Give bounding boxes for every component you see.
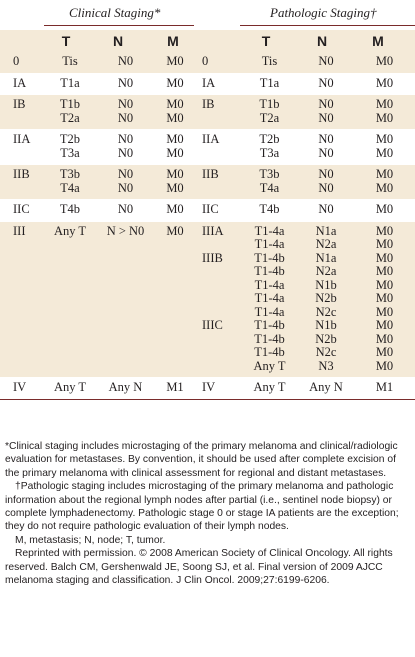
clinical-m-value: M0 xyxy=(166,167,184,181)
clinical-t-value-cell xyxy=(41,200,99,222)
pathologic-m-value: M0 xyxy=(375,97,394,111)
pathologic-t-value: Tis xyxy=(261,54,278,68)
stage-row xyxy=(0,200,415,222)
clinical-n-value-cell xyxy=(99,130,152,165)
clinical-footnote: *Clinical staging includes microstaging of the primary melanoma and clinical/radiologic evaluation for metastases. By convention, it should be used after complete excision of the primary melanoma with clinical assessment for regional and distant metastases. xyxy=(5,441,398,479)
pathologic-stage-cell xyxy=(198,165,241,200)
pathologic-m-value: M0 xyxy=(375,277,394,292)
pathologic-n-value: N0 xyxy=(318,145,334,160)
clinical-m-value: M0 xyxy=(166,110,184,125)
pathologic-t-value: T1-4b xyxy=(254,345,285,359)
pathologic-n-value: N2b xyxy=(315,331,337,346)
pathologic-m-value: M0 xyxy=(375,54,394,68)
pathologic-stage-cell xyxy=(198,52,241,73)
pathologic-stage xyxy=(202,265,241,279)
clinical-stage: 0 xyxy=(0,52,41,73)
pathologic-stage-cell xyxy=(198,130,241,165)
pathologic-staging-title: Pathologic Staging† xyxy=(270,5,377,20)
clinical-m-value-cell xyxy=(152,200,198,222)
pathologic-t-value-cell xyxy=(241,52,298,73)
pathologic-m-value-cell xyxy=(354,130,415,165)
staging-table xyxy=(0,52,415,400)
clinical-stage: IA xyxy=(0,73,41,95)
clinical-stage: IIB xyxy=(0,165,41,200)
pathologic-n-value-cell xyxy=(298,221,354,378)
clinical-m-value: M0 xyxy=(166,54,184,68)
pathologic-col-m: M xyxy=(372,33,384,49)
pathologic-m-value-cell xyxy=(354,95,415,130)
pathologic-m-value-cell xyxy=(354,200,415,222)
pathologic-m-value: M0 xyxy=(375,110,394,125)
pathologic-m-value: M1 xyxy=(375,380,394,394)
pathologic-m-value: M0 xyxy=(375,304,394,319)
clinical-n-value-cell xyxy=(99,221,152,378)
pathologic-stage: IB xyxy=(202,97,215,111)
pathologic-stage xyxy=(202,292,241,306)
pathologic-t-value: T1-4a xyxy=(254,304,285,319)
pathologic-t-value: T2a xyxy=(259,110,280,125)
pathologic-n-value: N2a xyxy=(315,264,337,278)
pathologic-t-value: T1-4a xyxy=(254,277,285,292)
clinical-t-value: Any T xyxy=(53,223,87,238)
pathologic-n-value: N1a xyxy=(315,250,337,265)
clinical-t-value-cell xyxy=(41,378,99,400)
pathologic-n-value: N0 xyxy=(318,97,334,111)
clinical-m-value: M0 xyxy=(166,75,184,90)
pathologic-footnote: †Pathologic staging includes microstaging of the primary melanoma and pathologic information about the regional lymph nodes after partial (i.e., sentinel node biopsy) or complete lymphadenectomy. Pathologic stage 0 or stage IA patients are the exception; they do not require pathologic evaluation of their lymph nodes. xyxy=(5,481,399,533)
pathologic-stage: IIB xyxy=(202,167,219,181)
clinical-m-value: M0 xyxy=(166,223,184,238)
pathologic-m-value: M0 xyxy=(375,291,394,305)
pathologic-n-value-cell xyxy=(298,95,354,130)
clinical-t-value: Tis xyxy=(62,54,78,68)
clinical-t-value-cell xyxy=(41,73,99,95)
clinical-n-value: N0 xyxy=(117,132,134,146)
clinical-n-value-cell xyxy=(99,95,152,130)
clinical-n-value: N0 xyxy=(117,180,134,195)
pathologic-m-value: M0 xyxy=(375,167,394,181)
pathologic-t-value: T1a xyxy=(259,75,280,90)
pathologic-stage: IV xyxy=(202,380,216,394)
pathologic-m-value: M0 xyxy=(375,345,394,359)
pathologic-stage-cell xyxy=(198,221,241,378)
pathologic-n-value: N1a xyxy=(315,223,337,238)
pathologic-m-value-cell xyxy=(354,221,415,378)
pathologic-n-value-cell xyxy=(298,52,354,73)
pathologic-stage: IIIA xyxy=(202,223,224,238)
pathologic-stage xyxy=(202,306,241,320)
pathologic-stage-cell xyxy=(198,73,241,95)
clinical-m-value-cell xyxy=(152,52,198,73)
pathologic-t-value-cell xyxy=(241,221,298,378)
pathologic-col-t: T xyxy=(261,33,271,49)
pathologic-stage: IIIC xyxy=(202,318,223,332)
pathologic-stage: 0 xyxy=(202,54,209,68)
pathologic-n-value-cell xyxy=(298,200,354,222)
pathologic-n-value: N3 xyxy=(318,358,334,373)
clinical-m-value: M1 xyxy=(166,380,184,394)
clinical-staging-title: Clinical Staging* xyxy=(69,5,161,20)
pathologic-t-value: T3b xyxy=(259,167,280,181)
clinical-stage: IV xyxy=(0,378,41,400)
pathologic-stage: IA xyxy=(202,75,216,90)
clinical-stage: IB xyxy=(0,95,41,130)
pathologic-n-value: N2c xyxy=(315,304,337,319)
pathologic-n-value: N0 xyxy=(318,132,334,146)
pathologic-t-value-cell xyxy=(241,200,298,222)
pathologic-n-value: N1b xyxy=(315,318,337,332)
pathologic-n-value: N2b xyxy=(315,291,337,305)
pathologic-stage xyxy=(202,346,241,360)
pathologic-stage-cell xyxy=(198,200,241,222)
abbreviations-note: M, metastasis; N, node; T, tumor. xyxy=(15,534,166,546)
pathologic-n-value: N0 xyxy=(318,110,334,125)
clinical-m-value-cell xyxy=(152,73,198,95)
pathologic-m-value-cell xyxy=(354,378,415,400)
stage-row xyxy=(0,221,415,378)
pathologic-t-value-cell xyxy=(241,73,298,95)
clinical-t-value: Any T xyxy=(53,380,87,394)
pathologic-t-value: T1-4b xyxy=(254,331,285,346)
clinical-n-value: Any N xyxy=(108,380,143,394)
pathologic-stage-cell xyxy=(198,378,241,400)
pathologic-n-value-cell xyxy=(298,73,354,95)
stage-row xyxy=(0,52,415,73)
pathologic-n-value: N0 xyxy=(318,180,334,195)
clinical-m-value: M0 xyxy=(166,145,184,160)
group-header-row xyxy=(0,0,415,30)
clinical-t-value: T3a xyxy=(60,145,80,160)
clinical-t-value: T4b xyxy=(59,202,81,216)
pathologic-m-value: M0 xyxy=(375,358,394,373)
clinical-m-value-cell xyxy=(152,95,198,130)
clinical-m-value-cell xyxy=(152,378,198,400)
clinical-t-value: T1b xyxy=(59,97,81,111)
clinical-t-value-cell xyxy=(41,165,99,200)
clinical-n-value: N0 xyxy=(117,97,134,111)
pathologic-m-value: M0 xyxy=(375,75,394,90)
clinical-col-t: T xyxy=(61,33,71,49)
pathologic-m-value: M0 xyxy=(375,202,394,216)
clinical-t-value: T2a xyxy=(60,110,80,125)
pathologic-stage xyxy=(202,333,241,347)
clinical-m-value: M0 xyxy=(166,97,184,111)
pathologic-n-value: N0 xyxy=(318,54,334,68)
reprint-credit: Reprinted with permission. © 2008 American Society of Clinical Oncology. All rights reserved. Balch CM, Gershenwald JE, Soong SJ, et al. Final version of 2009 AJCC melanoma staging and classification. J Clin Oncol. 2009;27:6199-6206. xyxy=(5,548,393,587)
clinical-t-value-cell xyxy=(41,130,99,165)
stage-row xyxy=(0,165,415,200)
clinical-t-value-cell xyxy=(41,95,99,130)
clinical-col-n: N xyxy=(112,33,124,49)
clinical-m-value: M0 xyxy=(166,132,184,146)
pathologic-n-value: N1b xyxy=(315,277,337,292)
clinical-stage: IIC xyxy=(0,200,41,222)
clinical-stage: IIA xyxy=(0,130,41,165)
pathologic-m-value: M0 xyxy=(375,145,394,160)
pathologic-stage-cell xyxy=(198,95,241,130)
pathologic-t-value: T2b xyxy=(259,132,280,146)
pathologic-t-value: T1-4a xyxy=(254,223,285,238)
pathologic-stage xyxy=(202,360,241,374)
table-footnotes xyxy=(5,440,412,587)
pathologic-m-value: M0 xyxy=(375,180,394,195)
clinical-t-value: T4a xyxy=(60,180,80,195)
pathologic-m-value: M0 xyxy=(375,331,394,346)
pathologic-m-value: M0 xyxy=(375,223,394,238)
pathologic-m-value: M0 xyxy=(375,264,394,278)
pathologic-t-value: T1-4a xyxy=(254,237,285,251)
pathologic-t-value: T4b xyxy=(259,202,280,216)
clinical-m-value: M0 xyxy=(166,180,184,195)
pathologic-n-value: N2c xyxy=(315,345,337,359)
clinical-t-value-cell xyxy=(41,221,99,378)
pathologic-t-value: T1-4a xyxy=(254,291,285,305)
pathologic-m-value: M0 xyxy=(375,250,394,265)
pathologic-n-value: N2a xyxy=(315,237,337,251)
pathologic-stage: IIC xyxy=(202,202,219,216)
pathologic-t-value-cell xyxy=(241,130,298,165)
pathologic-t-value-cell xyxy=(241,165,298,200)
clinical-t-value: T3b xyxy=(59,167,81,181)
clinical-n-value: N0 xyxy=(117,145,134,160)
clinical-n-value-cell xyxy=(99,52,152,73)
clinical-col-m: M xyxy=(167,33,179,49)
pathologic-t-value: Any T xyxy=(253,358,286,373)
pathologic-n-value: N0 xyxy=(318,202,334,216)
clinical-n-value: N0 xyxy=(117,202,134,216)
pathologic-n-value: Any N xyxy=(309,380,343,394)
clinical-n-value: N > N0 xyxy=(106,223,145,238)
pathologic-col-n: N xyxy=(316,33,328,49)
clinical-m-value-cell xyxy=(152,165,198,200)
clinical-stage: III xyxy=(0,221,41,378)
clinical-n-value-cell xyxy=(99,378,152,400)
pathologic-n-value-cell xyxy=(298,165,354,200)
clinical-n-value: N0 xyxy=(117,167,134,181)
pathologic-stage xyxy=(202,238,241,252)
clinical-m-value: M0 xyxy=(166,202,184,216)
clinical-header-rule xyxy=(44,25,194,26)
clinical-n-value: N0 xyxy=(117,54,134,68)
clinical-m-value-cell xyxy=(152,130,198,165)
clinical-t-value: T2b xyxy=(59,132,81,146)
clinical-t-value: T1a xyxy=(60,75,80,90)
clinical-n-value-cell xyxy=(99,165,152,200)
pathologic-m-value-cell xyxy=(354,52,415,73)
pathologic-n-value-cell xyxy=(298,378,354,400)
stage-row xyxy=(0,378,415,400)
pathologic-t-value: T3a xyxy=(259,145,280,160)
clinical-n-value-cell xyxy=(99,73,152,95)
clinical-n-value: N0 xyxy=(117,110,134,125)
pathologic-t-value: T1-4b xyxy=(254,318,285,332)
pathologic-t-value: T1-4b xyxy=(254,250,285,265)
pathologic-t-value-cell xyxy=(241,95,298,130)
stage-row xyxy=(0,130,415,165)
pathologic-t-value: Any T xyxy=(253,380,286,394)
pathologic-m-value: M0 xyxy=(375,132,394,146)
pathologic-n-value: N0 xyxy=(318,75,334,90)
pathologic-stage: IIIB xyxy=(202,250,223,265)
pathologic-m-value: M0 xyxy=(375,237,394,251)
pathologic-t-value-cell xyxy=(241,378,298,400)
pathologic-t-value: T1b xyxy=(259,97,280,111)
pathologic-header-rule xyxy=(240,25,415,26)
clinical-n-value: N0 xyxy=(117,75,134,90)
pathologic-stage xyxy=(202,279,241,293)
pathologic-stage: IIA xyxy=(202,132,220,146)
pathologic-n-value-cell xyxy=(298,130,354,165)
pathologic-t-value: T4a xyxy=(259,180,280,195)
pathologic-m-value-cell xyxy=(354,165,415,200)
stage-row xyxy=(0,73,415,95)
pathologic-m-value: M0 xyxy=(375,318,394,332)
clinical-n-value-cell xyxy=(99,200,152,222)
pathologic-n-value: N0 xyxy=(318,167,334,181)
column-header-row xyxy=(0,30,415,52)
pathologic-t-value: T1-4b xyxy=(254,264,285,278)
pathologic-m-value-cell xyxy=(354,73,415,95)
clinical-m-value-cell xyxy=(152,221,198,378)
clinical-t-value-cell xyxy=(41,52,99,73)
stage-row xyxy=(0,95,415,130)
